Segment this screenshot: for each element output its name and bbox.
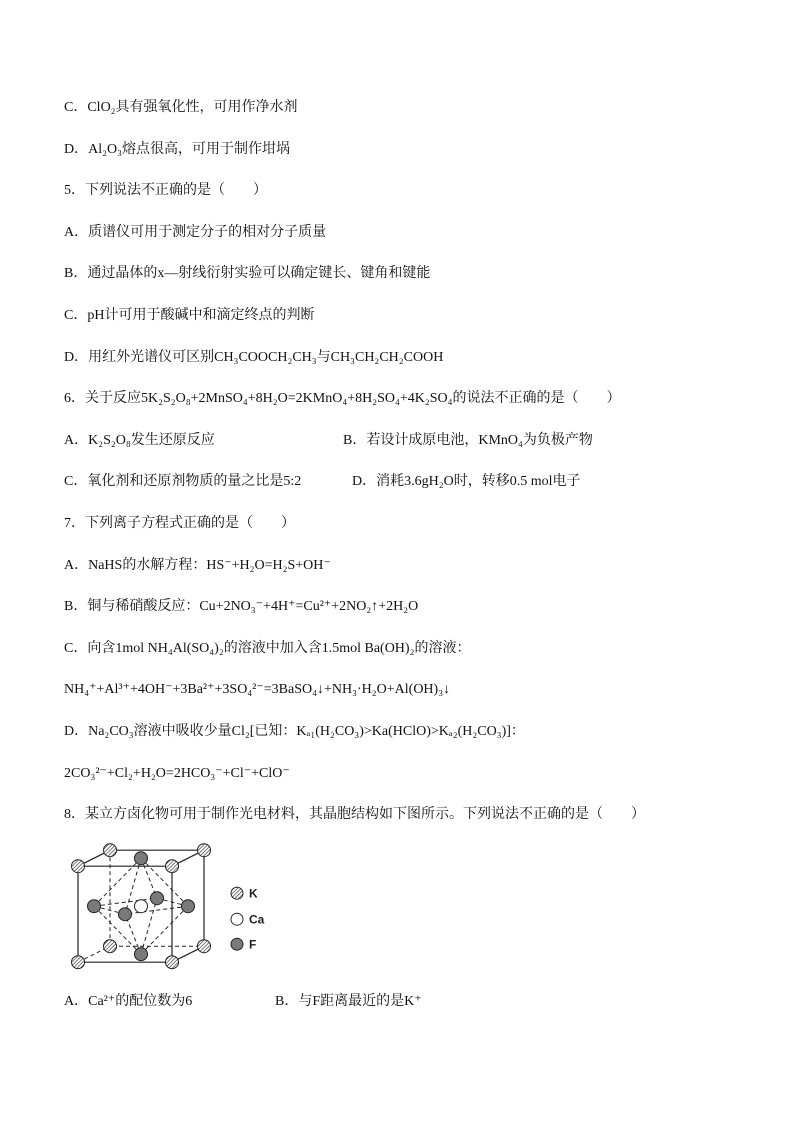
q7-stem: 7．下列离子方程式正确的是（ ） [64,515,295,531]
q5-option-d: D．用红外光谱仪可区别CH₃COOCH₂CH₃与CH₃CH₂CH₂COOH [64,349,444,365]
q4-option-c: C．ClO₂具有强氧化性，可用作净水剂 [64,100,298,115]
crystal-cell-figure [64,836,784,982]
q8-option-b: B．与F距离最近的是K⁺ [275,994,422,1010]
q7-option-c: C．向含1mol NH₄Al(SO₄)₂的溶液中加入含1.5mol Ba(OH)₂的溶液： [64,640,471,656]
f-atom-top [135,851,148,864]
q4-option-d: D．Al₂O₃熔点很高，可用于制作坩埚 [64,141,290,157]
q5-option-c: C．pH计可用于酸碱中和滴定终点的判断 [64,307,315,323]
f-atom-back [151,891,164,904]
q6-option-b: B．若设计成原电池，KMnO₄为负极产物 [343,432,593,448]
q7-option-c-equation: NH₄⁺+Al³⁺+4OH⁻+3Ba²⁺+3SO₄²⁻=3BaSO₄↓+NH₃·H₂O+Al(OH)₃↓ [64,682,451,698]
q6-options-cd [64,461,784,503]
q5-option-b: B．通过晶体的x—射线衍射实验可以确定键长、键角和键能 [64,266,431,282]
q8-options-ab [64,981,784,1023]
legend-ca-label: Ca [248,912,265,927]
q7-option-d-equation: 2CO₃²⁻+Cl₂+H₂O=2HCO₃⁻+Cl⁻+ClO⁻ [64,765,290,781]
legend-ca-icon [231,913,243,925]
q6-option-a: A．K₂S₂O₈发生还原反应 [64,432,215,448]
k-atom [72,859,85,872]
legend-k-label: K [248,886,258,901]
q6-stem: 6．关于反应5K₂S₂O₈+2MnSO₄+8H₂O=2KMnO₄+8H₂SO₄+4K₂SO₄的说法不正确的是（ ） [64,391,621,407]
q8-stem: 8．某立方卤化物可用于制作光电材料，其晶胞结构如下图所示。下列说法不正确的是（ ） [64,807,645,823]
figure-legend [231,886,265,951]
q7-option-a: A．NaHS的水解方程：HS⁻+H₂O=H₂S+OH⁻ [64,557,331,573]
k-atom [197,939,210,952]
q7-option-d: D．Na₂CO₃溶液中吸收少量Cl₂[已知：Kₐ₁(H₂CO₃)>Ka(HClO)>Kₐ₂(H₂CO₃)]： [64,723,525,739]
q6-option-c: C．氧化剂和还原剂物质的量之比是5:2 [64,474,302,490]
f-atom-front [119,907,132,920]
q6-options-ab [64,420,784,462]
legend-f-icon [231,938,243,950]
k-atom [166,955,179,968]
k-atom [166,859,179,872]
crystal-cell-diagram [64,836,294,982]
f-atom-left [88,899,101,912]
q7-option-b: B．铜与稀硝酸反应：Cu+2NO₃⁻+4H⁺=Cu²⁺+2NO₂↑+2H₂O [64,599,419,615]
k-atom [72,955,85,968]
k-atom [104,939,117,952]
f-atom-right [181,899,194,912]
q5-option-a: A．质谱仪可用于测定分子的相对分子质量 [64,224,327,240]
q6-option-d: D．消耗3.6gH₂O时，转移0.5 mol电子 [352,474,581,490]
q5-stem: 5．下列说法不正确的是（ ） [64,183,267,199]
exam-page-content [64,87,784,1023]
legend-k-icon [231,887,243,899]
ca-atom [135,899,148,912]
legend-f-label: F [248,937,257,952]
k-atom [104,843,117,856]
q8-option-a: A．Ca²⁺的配位数为6 [64,994,193,1010]
f-atom-bottom [135,947,148,960]
k-atom [197,843,210,856]
